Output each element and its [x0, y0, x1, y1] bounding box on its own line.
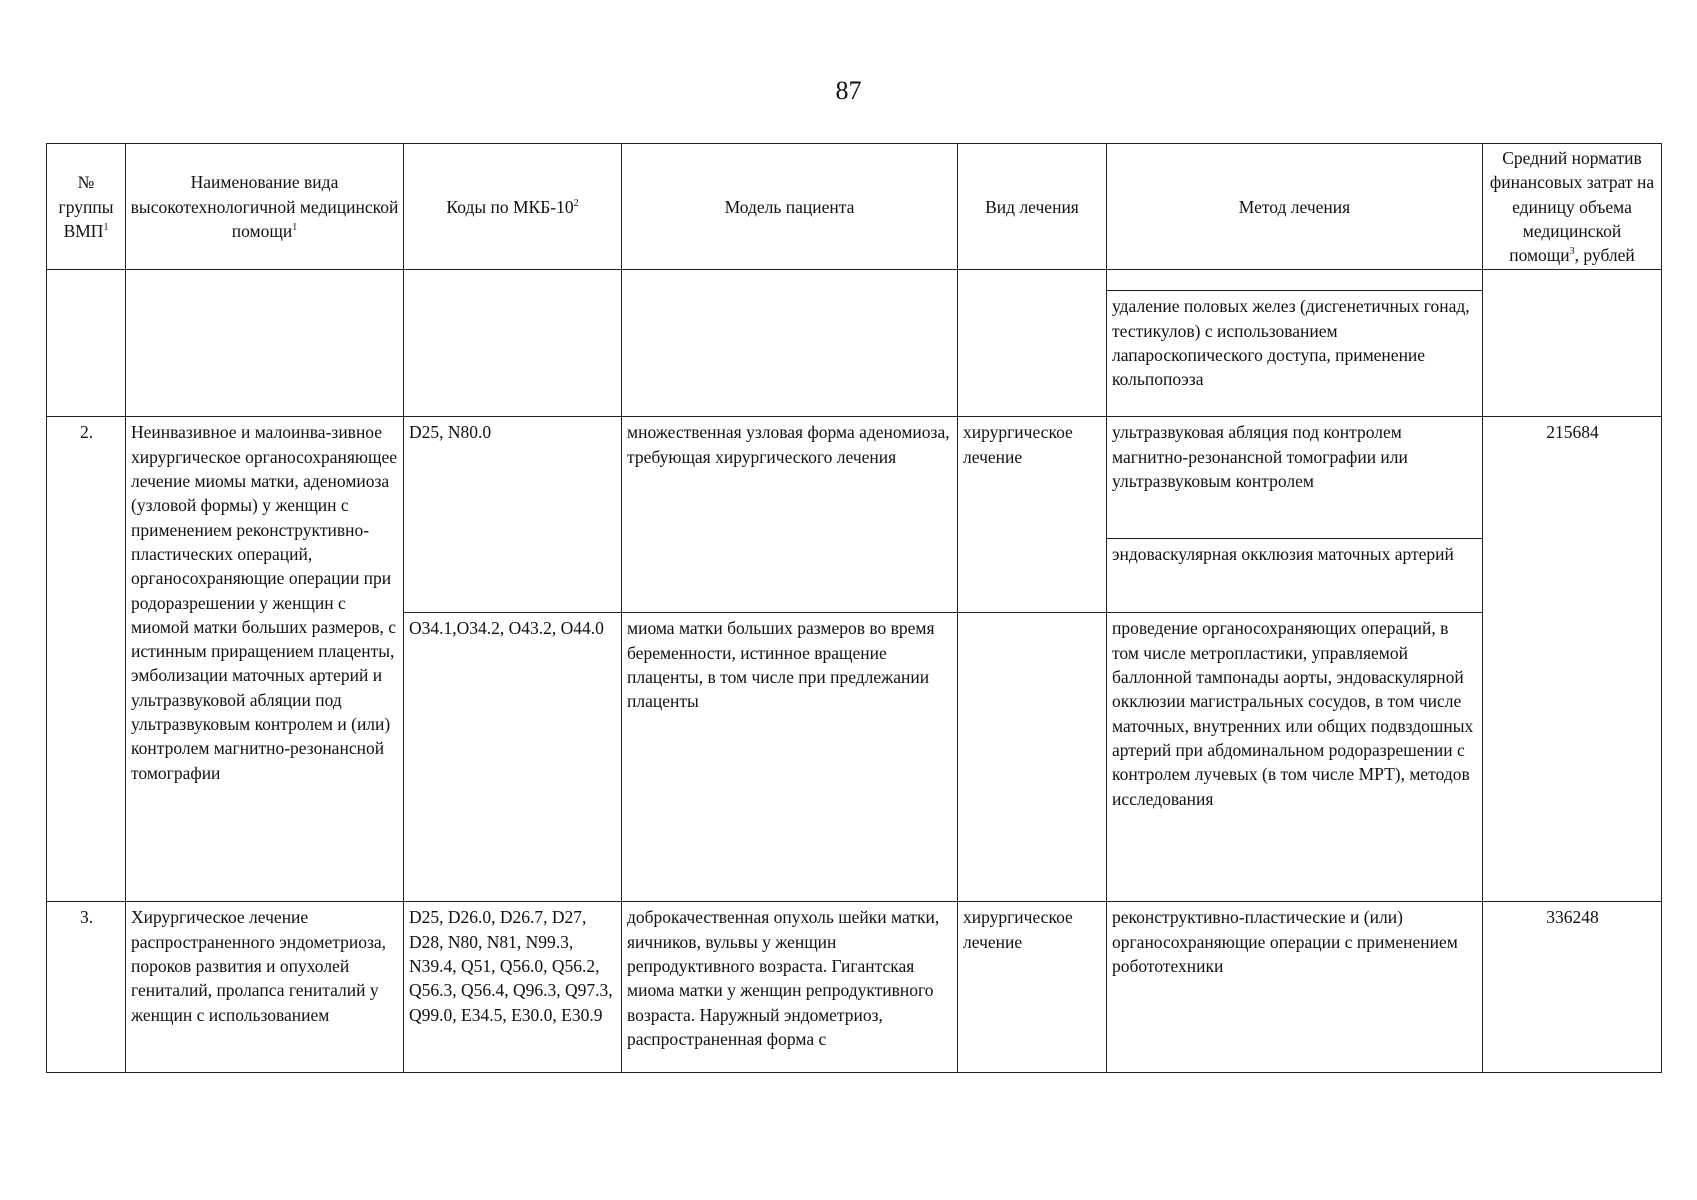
table-row [47, 417, 1662, 539]
average-cost: 215684 [1483, 417, 1662, 902]
vmp-table [46, 143, 1662, 1073]
average-cost: 336248 [1483, 902, 1662, 1073]
patient-model: доброкачественная опухоль шейки матки, яичников, вульвы у женщин репродуктивного возраста. Гигантская миома матки у женщин репродуктивного возраста. Наружный эндометриоз, распространенная форма с [622, 902, 958, 1073]
header-treatment-method: Метод лечения [1107, 144, 1483, 270]
treatment-type [958, 613, 1107, 902]
continuation-method-cell: удаление половых желез (дисгенетичных гонад, тестикулов) с использованием лапароскопического доступа, применение кольпопоэза [1107, 291, 1483, 417]
patient-model: миома матки больших размеров во время беременности, истинное вращение плаценты, в том числе при предлежании плаценты [622, 613, 958, 902]
icd-codes: O34.1,O34.2, O43.2, O44.0 [404, 613, 622, 902]
continuation-row [47, 270, 1662, 291]
group-number: 3. [47, 902, 126, 1073]
treatment-method: реконструктивно-пластические и (или) органосохраняющие операции с применением робототехники [1107, 902, 1483, 1073]
continuation-cost-cell [1483, 270, 1662, 417]
header-group-number: № группы ВМП$^1$ [47, 144, 126, 270]
continuation-codes-cell [404, 270, 622, 417]
continuation-num-cell [47, 270, 126, 417]
group-number: 2. [47, 417, 126, 902]
care-type-name: Неинвазивное и малоинва-зивное хирургическое органосохраняющее лечение миомы матки, аденомиоза (узловой формы) у женщин с применением реконструктивно-пластических операций, органосохраняющие операции при родоразрешении у женщин с миомой матки больших размеров, с истинным приращением плаценты, эмболизации маточных артерий и ультразвуковой абляции под ультразвуковым контролем и (или) контролем магнитно-резонансной томографии [126, 417, 404, 902]
treatment-method: эндоваскулярная окклюзия маточных артерий [1107, 539, 1483, 613]
care-type-name: Хирургическое лечение распространенного эндометриоза, пороков развития и опухолей гениталий, пролапса гениталий у женщин с использованием [126, 902, 404, 1073]
table-row [47, 902, 1662, 1073]
header-row [47, 144, 1662, 270]
continuation-method-empty [1107, 270, 1483, 291]
treatment-type: хирургическое лечение [958, 417, 1107, 613]
header-patient-model: Модель пациента [622, 144, 958, 270]
header-icd-codes: Коды по МКБ-$10^2$ [404, 144, 622, 270]
icd-codes: D25, D26.0, D26.7, D27, D28, N80, N81, N99.3, N39.4, Q51, Q56.0, Q56.2, Q56.3, Q56.4, Q96.3, Q97.3, Q99.0, E34.5, E30.0, E30.9 [404, 902, 622, 1073]
treatment-method: ультразвуковая абляция под контролем магнитно-резонансной томографии или ультразвуковым контролем [1107, 417, 1483, 539]
page-number: 87 [835, 76, 862, 105]
icd-codes: D25, N80.0 [404, 417, 622, 613]
treatment-type: хирургическое лечение [958, 902, 1107, 1073]
treatment-method: проведение органосохраняющих операций, в том числе метропластики, управляемой баллонной тампонады аорты, эндоваскулярной окклюзии магистральных сосудов, в том числе маточных, внутренних или общих подвздошных артерий при абдоминальном родоразрешении с контролем лучевых (в том числе МРТ), методов исследования [1107, 613, 1483, 902]
continuation-model-cell [622, 270, 958, 417]
continuation-name-cell [126, 270, 404, 417]
header-care-type: Наименование вида высокотехнологичной медицинской помощи$^1$ [126, 144, 404, 270]
header-treatment-type: Вид лечения [958, 144, 1107, 270]
continuation-treatment-cell [958, 270, 1107, 417]
header-average-cost: Средний норматив финансовых затрат на единицу объема медицинской помощи$^3$, рублей [1483, 144, 1662, 270]
patient-model: множественная узловая форма аденомиоза, требующая хирургического лечения [622, 417, 958, 613]
